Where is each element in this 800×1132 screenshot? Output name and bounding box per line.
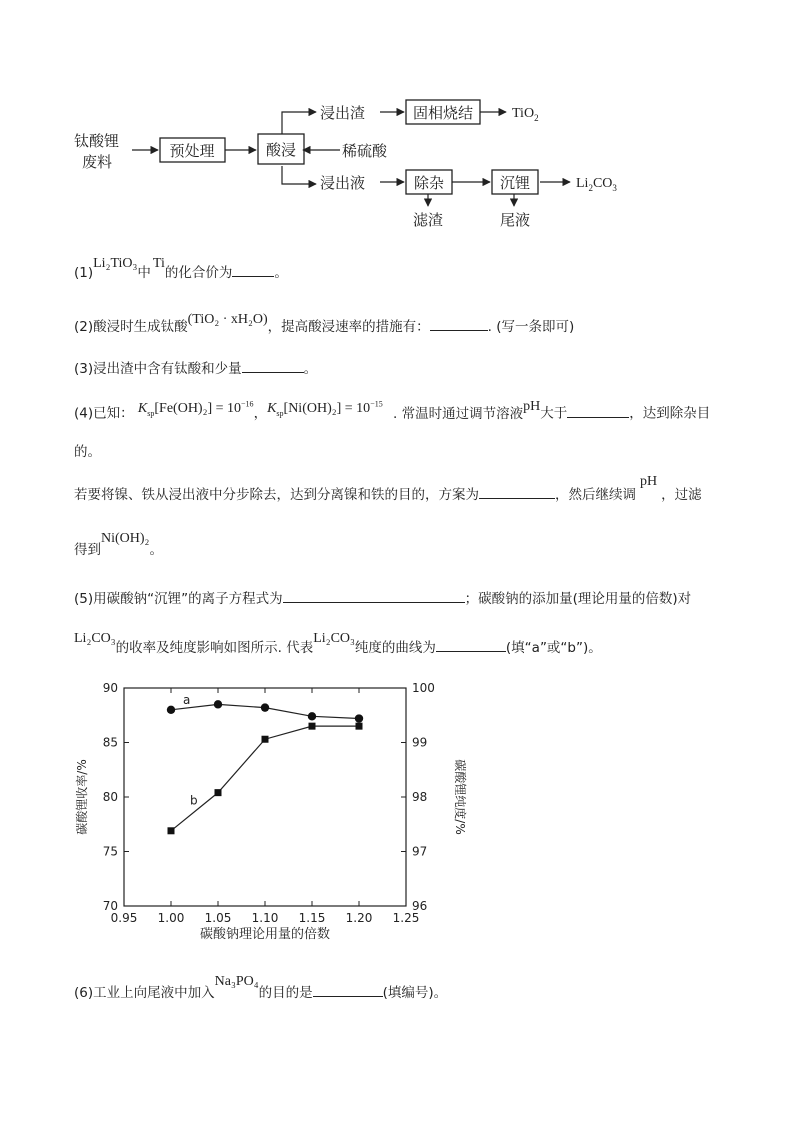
q6-answer-blank[interactable] (313, 982, 383, 997)
tio2-label: TiO$_2$ (512, 106, 539, 123)
process-flow-diagram (0, 0, 800, 250)
y-left-tick-label: 75 (102, 844, 118, 859)
acid-leach-label: 酸浸 (265, 141, 297, 159)
pretreat-label: 预处理 (169, 142, 215, 160)
purify-label: 除杂 (413, 174, 445, 192)
precip-label: 沉锂 (499, 174, 531, 192)
q4-line4: 得到Ni(OH)₂。 (74, 531, 163, 558)
y-left-tick-label: 70 (102, 899, 118, 913)
dilute-acid-label: 稀硫酸 (342, 142, 388, 160)
x-tick-label: 1.20 (345, 911, 373, 925)
y-left-axis-label: 碳酸锂收率/% (75, 759, 89, 835)
series-b-label: b (190, 793, 198, 808)
ksp-ni: $K_{sp}[Ni(OH)_2] = 10^{-15}$ (267, 399, 383, 418)
sinter-label: 固相烧结 (412, 104, 474, 122)
series-a-point (167, 706, 175, 714)
q2-answer-blank[interactable] (430, 316, 488, 331)
q3: (3)浸出渣中含有钛酸和少量 。 (74, 358, 317, 379)
series-b-point (168, 827, 175, 834)
q4-line3: 若要将镍、铁从浸出液中分步除去，达到分离镍和铁的目的，方案为 ，然后继续调pH，过滤 (74, 474, 702, 503)
series-a-label: a (183, 692, 191, 707)
q3-answer-blank[interactable] (242, 358, 304, 373)
leachate-label: 浸出液 (320, 174, 366, 192)
q2: (2)酸浸时生成钛酸(TiO₂ · xH₂O)，提高酸浸速率的措施有： . (写一条即可) (74, 312, 575, 335)
y-right-tick-label: 98 (412, 790, 428, 804)
q4-line2: 的。 (74, 444, 101, 460)
x-tick-label: 0.95 (110, 911, 138, 925)
x-tick-label: 1.25 (392, 911, 420, 925)
x-axis-label: 碳酸钠理论用量的倍数 (199, 927, 331, 942)
q6: (6)工业上向尾液中加入Na₃PO₄的目的是 (填编号)。 (74, 974, 448, 1001)
y-left-tick-label: 90 (102, 681, 118, 695)
series-b-point (215, 789, 222, 796)
y-right-tick-label: 100 (412, 681, 435, 695)
plot-frame (124, 688, 406, 906)
y-left-tick-label: 85 (102, 735, 118, 750)
y-right-tick-label: 97 (412, 844, 428, 859)
y-right-axis-label: 碳酸锂纯度/% (453, 759, 467, 835)
filter-residue-label: 滤渣 (413, 211, 444, 229)
q5-line2: Li₂CO₃的收率及纯度影响如图所示. 代表Li₂CO₃纯度的曲线为 (填“a”或“b”)。 (74, 631, 602, 656)
residue-label: 浸出渣 (320, 104, 366, 122)
yield-purity-chart (70, 672, 470, 962)
series-b-point (262, 736, 269, 743)
series-a-point (355, 714, 363, 722)
x-tick-label: 1.15 (298, 911, 326, 925)
series-a-point (308, 712, 316, 720)
li2co3-label: $Li_2CO_3$ (576, 176, 617, 193)
series-b-point (356, 723, 363, 730)
series-a-point (214, 700, 222, 708)
q1: (1)Li₂TiO₃中Ti的化合价为 。 (74, 256, 288, 281)
x-tick-label: 1.10 (251, 911, 279, 925)
q1-answer-blank[interactable] (232, 262, 274, 277)
q4-ph-blank[interactable] (567, 403, 629, 418)
q5-equation-blank[interactable] (283, 588, 465, 603)
y-right-tick-label: 96 (412, 899, 428, 913)
q4-line1: (4)已知： $K_{sp}[Fe(OH)_2] = 10^{-16}$，$K_{sp}[Ni(OH)_2] = 10^{-15}$ . 常温时通过调节溶液pH大于 ，达到除杂目 (74, 398, 711, 422)
q5-line1: (5)用碳酸钠“沉锂”的离子方程式为 ；碳酸钠的添加量(理论用量的倍数)对 (74, 588, 691, 609)
q4-plan-blank[interactable] (479, 484, 555, 499)
feed-label-1: 钛酸锂 (74, 132, 120, 150)
series-b-point (309, 723, 316, 730)
feed-label-2: 废料 (82, 153, 113, 171)
q5-curve-blank[interactable] (436, 637, 506, 652)
x-tick-label: 1.05 (204, 911, 232, 925)
x-tick-label: 1.00 (157, 911, 185, 925)
y-left-tick-label: 80 (102, 790, 118, 804)
series-a-point (261, 703, 269, 711)
tail-label: 尾液 (500, 211, 531, 229)
y-right-tick-label: 99 (412, 735, 428, 750)
ksp-fe: $K_{sp}[Fe(OH)_2] = 10^{-16}$ (137, 399, 254, 418)
